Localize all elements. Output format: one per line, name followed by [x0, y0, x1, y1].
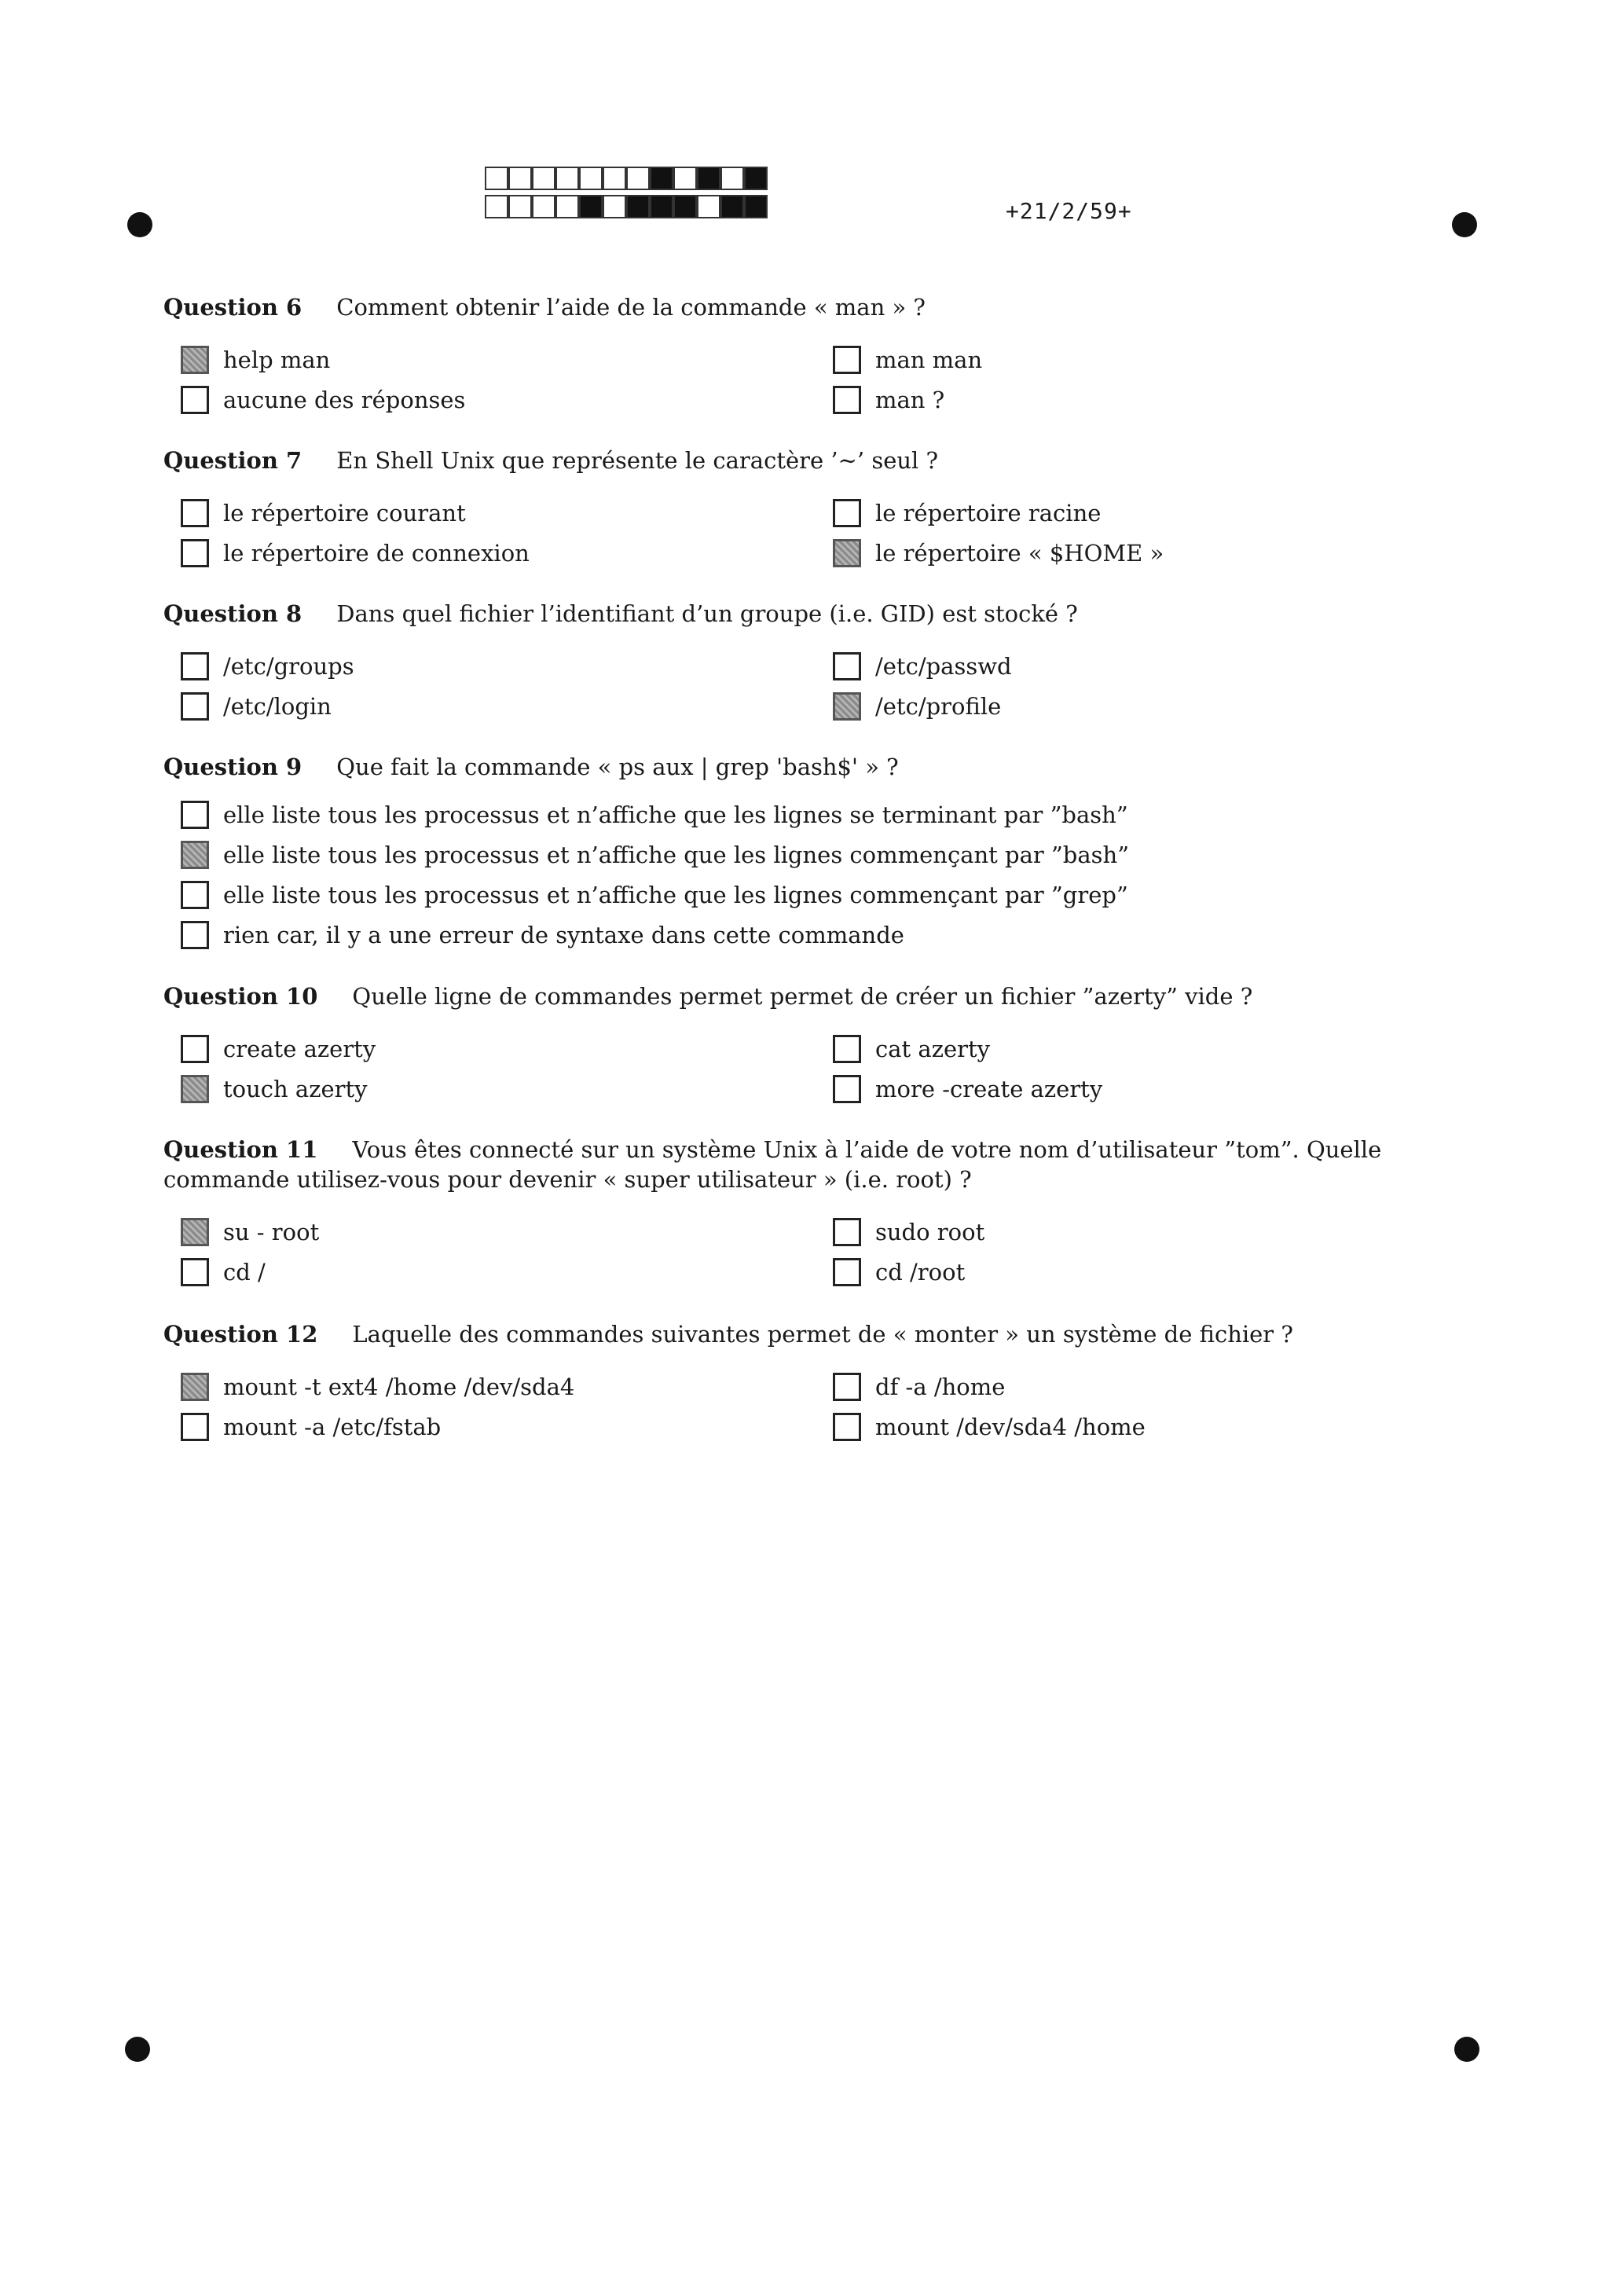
checkbox[interactable]	[181, 346, 209, 374]
question-11	[163, 1135, 1468, 1289]
answer-label: man man	[875, 347, 983, 373]
barcode-cell	[697, 167, 720, 190]
answer-label: more -create azerty	[875, 1076, 1103, 1102]
question-9	[163, 752, 1468, 953]
answer-option[interactable]	[181, 651, 354, 682]
barcode-row	[485, 195, 772, 218]
answer-label: su - root	[223, 1219, 320, 1245]
answer-label: touch azerty	[223, 1076, 368, 1102]
answer-label: le répertoire courant	[223, 500, 466, 526]
barcode-cell	[532, 195, 555, 218]
answer-label: /etc/groups	[223, 653, 354, 680]
question-header	[163, 1319, 1468, 1349]
barcode-cell	[744, 195, 768, 218]
question-text: Quelle ligne de commandes permet permet de créer un fichier ”azerty” vide ?	[352, 983, 1253, 1010]
barcode-cell	[508, 195, 532, 218]
page-barcode	[485, 167, 772, 223]
answer-label: create azerty	[223, 1036, 376, 1062]
barcode-cell	[579, 195, 603, 218]
answer-option[interactable]	[181, 497, 466, 529]
answer-options	[163, 497, 1468, 570]
question-label: Question 10	[163, 983, 318, 1010]
question-header	[163, 1135, 1468, 1194]
barcode-cell	[508, 167, 532, 190]
question-7	[163, 446, 1468, 570]
answer-label: df -a /home	[875, 1374, 1006, 1400]
answer-option[interactable]	[181, 1033, 376, 1065]
question-label: Question 7	[163, 447, 302, 474]
question-text: Que fait la commande « ps aux | grep 'bash$' » ?	[336, 754, 899, 780]
question-10	[163, 981, 1468, 1106]
barcode-cell	[673, 195, 697, 218]
checkbox[interactable]	[833, 1373, 861, 1401]
answer-option[interactable]	[833, 691, 1001, 722]
checkbox[interactable]	[181, 499, 209, 527]
question-text: Comment obtenir l’aide de la commande « man » ?	[336, 294, 926, 321]
answer-label: elle liste tous les processus et n’affiche que les lignes commençant par ”grep”	[223, 882, 1128, 908]
answer-option[interactable]	[833, 1033, 990, 1065]
answer-option[interactable]	[181, 537, 530, 569]
answer-label: cd /	[223, 1259, 266, 1286]
checkbox[interactable]	[833, 1218, 861, 1246]
answer-option[interactable]	[833, 384, 944, 416]
registration-mark-top-left	[127, 212, 152, 237]
answer-label: mount /dev/sda4 /home	[875, 1414, 1146, 1440]
checkbox[interactable]	[833, 692, 861, 721]
answer-option[interactable]	[181, 344, 330, 376]
question-label: Question 11	[163, 1136, 318, 1163]
checkbox[interactable]	[833, 346, 861, 374]
checkbox[interactable]	[181, 881, 209, 909]
answer-label: /etc/passwd	[875, 653, 1012, 680]
answer-option[interactable]	[833, 1216, 984, 1248]
answer-label: mount -a /etc/fstab	[223, 1414, 442, 1440]
answer-label: /etc/login	[223, 693, 332, 720]
checkbox[interactable]	[181, 1075, 209, 1103]
checkbox[interactable]	[181, 652, 209, 680]
question-label: Question 6	[163, 294, 302, 321]
answer-option[interactable]	[181, 1256, 266, 1288]
answer-label: elle liste tous les processus et n’affiche que les lignes commençant par ”bash”	[223, 842, 1130, 868]
answer-label: mount -t ext4 /home /dev/sda4	[223, 1374, 575, 1400]
answer-option[interactable]	[181, 1216, 319, 1248]
answer-option[interactable]	[833, 344, 982, 376]
answer-option[interactable]	[833, 497, 1101, 529]
answer-label: aucune des réponses	[223, 387, 466, 413]
question-header	[163, 292, 1468, 322]
answer-label: man ?	[875, 387, 945, 413]
barcode-cell	[555, 167, 579, 190]
answer-label: le répertoire de connexion	[223, 540, 530, 567]
checkbox[interactable]	[181, 1258, 209, 1286]
answer-label: le répertoire racine	[875, 500, 1102, 526]
answer-option[interactable]	[833, 1411, 1146, 1443]
checkbox[interactable]	[833, 1035, 861, 1063]
checkbox[interactable]	[181, 692, 209, 721]
barcode-cell	[603, 195, 626, 218]
answer-label: le répertoire « $HOME »	[875, 540, 1164, 567]
checkbox[interactable]	[181, 921, 209, 949]
barcode-cell	[532, 167, 555, 190]
registration-mark-top-right	[1452, 212, 1477, 237]
answer-option[interactable]	[833, 651, 1012, 682]
answer-label: sudo root	[875, 1219, 985, 1245]
answer-option[interactable]	[181, 384, 465, 416]
answer-option[interactable]	[181, 691, 332, 722]
answer-options	[163, 1033, 1468, 1106]
checkbox[interactable]	[181, 841, 209, 869]
barcode-cell	[650, 167, 673, 190]
registration-mark-bottom-right	[1454, 2037, 1479, 2062]
question-label: Question 9	[163, 754, 302, 780]
question-header	[163, 752, 1468, 782]
answer-option[interactable]	[181, 839, 1129, 871]
question-header	[163, 599, 1468, 629]
answer-label: help man	[223, 347, 331, 373]
barcode-cell	[626, 167, 650, 190]
checkbox[interactable]	[181, 801, 209, 829]
registration-mark-bottom-left	[125, 2037, 150, 2062]
page-identifier: +21/2/59+	[1006, 198, 1132, 224]
checkbox[interactable]	[833, 539, 861, 567]
answer-options	[163, 344, 1468, 416]
checkbox[interactable]	[181, 539, 209, 567]
question-label: Question 8	[163, 600, 302, 627]
answer-label: /etc/profile	[875, 693, 1002, 720]
question-12	[163, 1319, 1468, 1443]
checkbox[interactable]	[181, 1035, 209, 1063]
barcode-cell	[744, 167, 768, 190]
checkbox[interactable]	[181, 1373, 209, 1401]
question-8	[163, 599, 1468, 723]
checkbox[interactable]	[833, 386, 861, 414]
answer-label: rien car, il y a une erreur de syntaxe dans cette commande	[223, 922, 904, 948]
answer-options	[163, 651, 1468, 723]
answer-label: cat azerty	[875, 1036, 991, 1062]
barcode-cell	[697, 195, 720, 218]
barcode-cell	[650, 195, 673, 218]
answer-options	[163, 1216, 1468, 1289]
checkbox[interactable]	[181, 1413, 209, 1441]
barcode-cell	[485, 167, 508, 190]
barcode-cell	[720, 195, 744, 218]
checkbox[interactable]	[833, 1413, 861, 1441]
barcode-cell	[673, 167, 697, 190]
answer-option[interactable]	[181, 799, 1128, 831]
barcode-cell	[579, 167, 603, 190]
answer-option[interactable]	[181, 1073, 368, 1105]
answer-option[interactable]	[833, 537, 1164, 569]
question-header	[163, 446, 1468, 475]
question-text: Dans quel fichier l’identifiant d’un groupe (i.e. GID) est stocké ?	[336, 600, 1078, 627]
answer-option[interactable]	[181, 879, 1128, 911]
question-text: Laquelle des commandes suivantes permet de « monter » un système de fichier ?	[352, 1321, 1293, 1348]
answer-options	[163, 799, 1468, 953]
question-header	[163, 981, 1468, 1011]
barcode-cell	[485, 195, 508, 218]
question-text: En Shell Unix que représente le caractère ’∼’ seul ?	[336, 447, 939, 474]
question-6	[163, 292, 1468, 416]
answer-option[interactable]	[833, 1371, 1005, 1403]
checkbox[interactable]	[833, 1258, 861, 1286]
question-text: Vous êtes connecté sur un système Unix à l’aide de votre nom d’utilisateur ”tom”. Quelle commande utilisez-vous pour devenir « super utilisateur » (i.e. root) ?	[163, 1136, 1382, 1193]
barcode-cell	[720, 167, 744, 190]
answer-label: elle liste tous les processus et n’affiche que les lignes se terminant par ”bash”	[223, 801, 1128, 828]
checkbox[interactable]	[833, 652, 861, 680]
checkbox[interactable]	[181, 386, 209, 414]
barcode-cell	[555, 195, 579, 218]
barcode-cell	[626, 195, 650, 218]
answer-option[interactable]	[181, 919, 904, 951]
checkbox[interactable]	[181, 1218, 209, 1246]
question-label: Question 12	[163, 1321, 318, 1348]
answer-options	[163, 1371, 1468, 1443]
answer-option[interactable]	[833, 1073, 1102, 1105]
checkbox[interactable]	[833, 499, 861, 527]
checkbox[interactable]	[833, 1075, 861, 1103]
barcode-row	[485, 167, 772, 190]
answer-option[interactable]	[181, 1411, 441, 1443]
barcode-cell	[603, 167, 626, 190]
answer-option[interactable]	[181, 1371, 574, 1403]
answer-option[interactable]	[833, 1256, 965, 1288]
answer-label: cd /root	[875, 1259, 966, 1286]
